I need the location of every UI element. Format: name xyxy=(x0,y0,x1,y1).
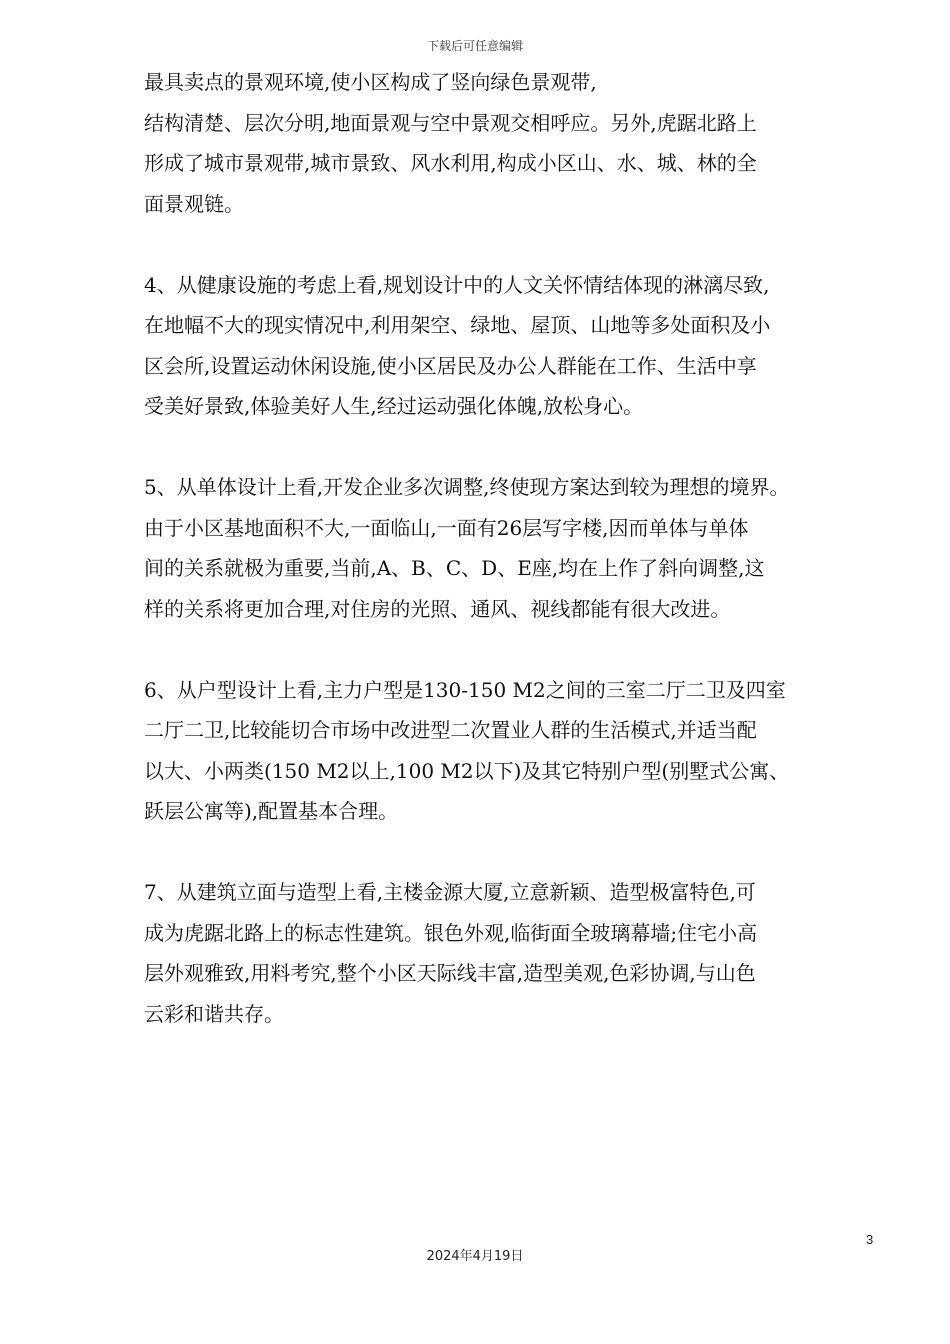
paragraph-landscape xyxy=(144,62,904,224)
text-line: 最具卖点的景观环境,使小区构成了竖向绿色景观带, xyxy=(144,70,597,94)
text-line: 在地幅不大的现实情况中,利用架空、绿地、屋顶、山地等多处面积及小 xyxy=(144,313,771,337)
text-line: 由于小区基地面积不大,一面临山,一面有26层写字楼,因而单体与单体 xyxy=(144,515,749,540)
paragraph-health-facilities xyxy=(144,265,904,427)
text-line: 云彩和谐共存。 xyxy=(144,1001,284,1026)
text-line: 样的关系将更加合理,对住房的光照、通风、视线都能有很大改进。 xyxy=(144,596,731,621)
paragraph-gap xyxy=(144,832,904,873)
text-line: 结构清楚、层次分明,地面景观与空中景观交相呼应。另外,虎踞北路上 xyxy=(144,110,757,135)
text-line: 6、从户型设计上看,主力户型是130-150 M2之间的三室二厅二卫及四室 xyxy=(144,677,786,702)
footer-date: 2024年4月19日 xyxy=(426,1249,524,1264)
text-line: 成为虎踞北路上的标志性建筑。银色外观,临街面全玻璃幕墙;住宅小高 xyxy=(144,920,758,945)
text-line: 以大、小两类(150 M2以上,100 M2以下)及其它特别户型(别墅式公寓、 xyxy=(144,758,790,783)
document-body xyxy=(144,62,904,1034)
text-line: 二厅二卫,比较能切合市场中改进型二次置业人群的生活模式,并适当配 xyxy=(144,718,757,742)
paragraph-building-design xyxy=(144,467,904,629)
text-line: 面景观链。 xyxy=(144,191,244,216)
paragraph-gap xyxy=(144,427,904,468)
text-line: 间的关系就极为重要,当前,A、B、C、D、E座,均在上作了斜向调整,这 xyxy=(144,556,765,580)
paragraph-unit-layout xyxy=(144,670,904,832)
text-line: 7、从建筑立面与造型上看,主楼金源大厦,立意新颖、造型极富特色,可 xyxy=(144,880,756,904)
page-number: 3 xyxy=(866,1232,874,1247)
text-line: 5、从单体设计上看,开发企业多次调整,终使现方案达到较为理想的境界。 xyxy=(144,475,790,499)
text-line: 受美好景致,体验美好人生,经过运动强化体魄,放松身心。 xyxy=(144,394,644,418)
text-line: 形成了城市景观带,城市景致、风水利用,构成小区山、水、城、林的全 xyxy=(144,151,757,175)
page-header: 下载后可任意编辑 xyxy=(426,39,523,53)
text-line: 4、从健康设施的考虑上看,规划设计中的人文关怀情结体现的淋漓尽致, xyxy=(144,272,770,297)
text-line: 跃层公寓等),配置基本合理。 xyxy=(144,799,399,823)
text-line: 区会所,设置运动休闲设施,使小区居民及办公人群能在工作、生活中享 xyxy=(144,353,757,378)
paragraph-gap xyxy=(144,224,904,265)
paragraph-facade xyxy=(144,872,904,1034)
paragraph-gap xyxy=(144,629,904,670)
text-line: 层外观雅致,用料考究,整个小区天际线丰富,造型美观,色彩协调,与山色 xyxy=(144,961,756,985)
